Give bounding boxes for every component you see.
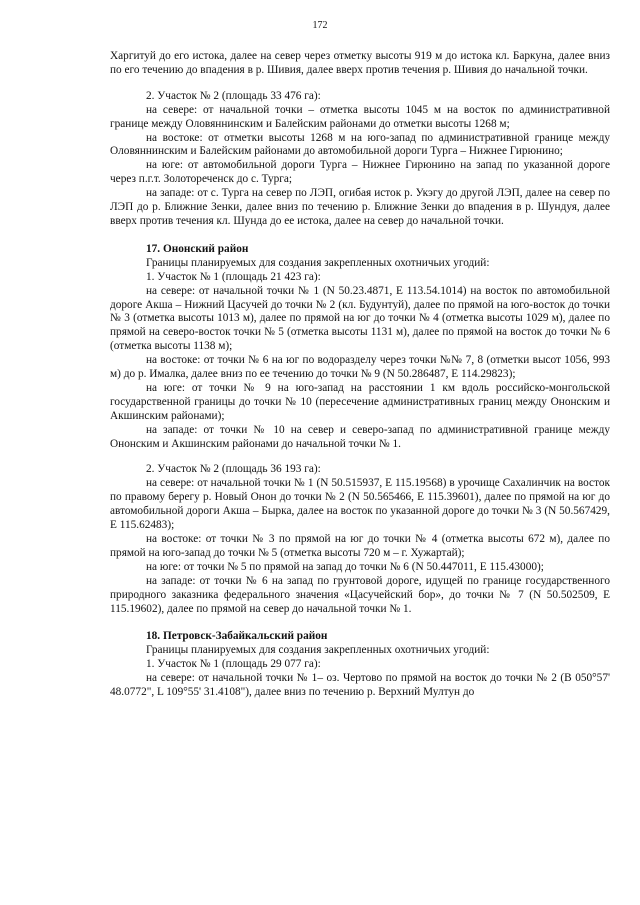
page-number: 172 [312, 20, 328, 31]
document-body [110, 50, 610, 700]
plot-heading: 1. Участок № 1 (площадь 29 077 га): [146, 658, 321, 671]
paragraph: на севере: от начальной точки – отметка высоты 1045 м на восток по административной границе между Оловяннинским и Балейским районами до отметки высоты 1268 м; [110, 103, 610, 130]
paragraph: на востоке: от отметки высоты 1268 м на юго-запад по административной границе между Оловяннинским и Балейским районами до автомобильной дороги Турга – Нижнее Гирюнино; [110, 131, 610, 158]
plot-heading: 2. Участок № 2 (площадь 33 476 га): [146, 89, 321, 102]
paragraph: на юге: от автомобильной дороги Турга – Нижнее Гирюнино на запад по указанной дороге через п.г.т. Золотореченск до с. Турга; [110, 159, 610, 186]
paragraph: на севере: от начальной точки № 1 (N 50.515937, E 115.19568) в урочище Сахалинчик на восток по правому берегу р. Новый Онон до точки № 2 (N 50.565466, E 115.39601), далее по прямой на юг до автомобильной дороги Акша – Бырка, далее на восток по указанной дороге до точки № 3 (N 50.567429, E 115.62483); [110, 477, 610, 532]
paragraph: на западе: от точки № 6 на запад по грунтовой дороге, идущей по границе государственного природного заказника федерального значения «Цасучейский бор», до точки № 7 (N 50.502509, E 115.19602), далее по прямой на север до начальной точки № 1. [110, 574, 610, 615]
section-heading: 17. Ононский район [146, 242, 249, 255]
paragraph: на востоке: от точки № 3 по прямой на юг до точки № 4 (отметка высоты 672 м), далее по прямой на юго-запад до точки № 5 (отметка высоты 720 м – г. Хужартай); [110, 533, 610, 559]
paragraph: на юге: от точки № 9 на юго-запад на расстоянии 1 км вдоль российско-монгольской государственной границы до точки № 10 (пересечение административных границ между Ононским и Акшинским районами); [110, 381, 610, 422]
paragraph: Харгитуй до его истока, далее на север через отметку высоты 919 м до истока кл. Баркуна, далее вниз по его течению до впадения в р. Шивия, далее вверх против течения р. Шивия до начальной точки. [110, 50, 610, 76]
paragraph: Границы планируемых для создания закрепленных охотничьих угодий: [146, 256, 490, 269]
paragraph: на юге: от точки № 5 по прямой на запад до точки № 6 (N 50.447011, E 115.43000); [146, 560, 544, 573]
paragraph: на западе: от с. Турга на север по ЛЭП, огибая исток р. Укэгу до другой ЛЭП, далее на север по ЛЭП до р. Ближние Зенки, далее вниз по течению р. Ближние Зенки до впадения в р. Шундуя, далее вверх против течения кл. Шунда до ее истока, далее на север до начальной точки. [110, 187, 610, 227]
paragraph: на востоке: от точки № 6 на юг по водоразделу через точки №№ 7, 8 (отметки высот 1056, 993 м) до р. Ималка, далее вниз по ее течению до точки № 9 (N 50.286487, E 114.29823); [110, 354, 610, 381]
section-heading: 18. Петровск-Забайкальский район [146, 630, 328, 643]
paragraph: на западе: от точки № 10 на север и северо-запад по административной границе между Ононским и Акшинским районами до начальной точки № 1. [110, 423, 610, 450]
paragraph: на севере: от начальной точки № 1 (N 50.23.4871, E 113.54.1014) на восток по автомобильной дороге Акша – Нижний Цасучей до точки № 2 (кл. Будунтуй), далее по прямой на юго-восток до точки № 3 (отметка высоты 1013 м), далее по прямой на юг до точки № 4 (отметка высоты 1029 м), далее по прямой на северо-восток точки № 5 (отметка высоты 1131 м), далее по прямой на восток до точки № 6 (отметка высоты 1138 м); [110, 284, 610, 353]
paragraph: Границы планируемых для создания закрепленных охотничьих угодий: [146, 644, 490, 657]
paragraph: на севере: от начальной точки № 1– оз. Чертово по прямой на восток до точки № 2 (B 050°57' 48.0772", L 109°55' 31.4108"), далее вниз по течению р. Верхний Мултун до [110, 672, 610, 699]
plot-heading: 2. Участок № 2 (площадь 36 193 га): [146, 463, 321, 476]
plot-heading: 1. Участок № 1 (площадь 21 423 га): [146, 270, 321, 283]
